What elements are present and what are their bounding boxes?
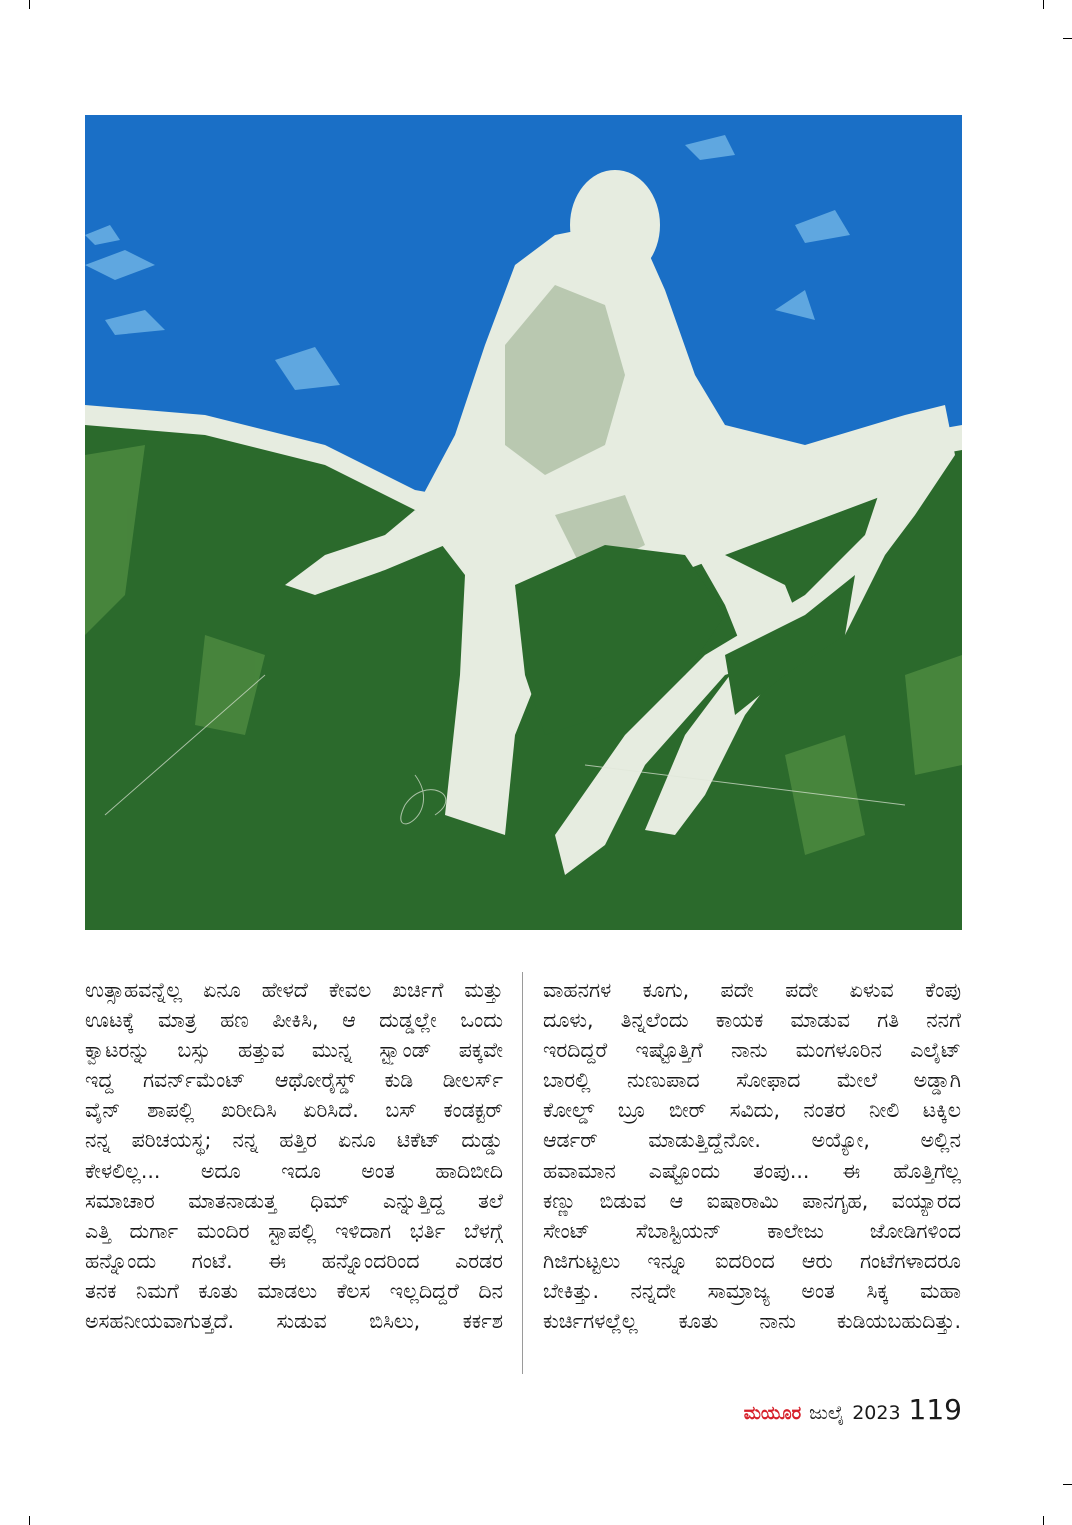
story-illustration (85, 115, 962, 930)
text-line: ಕೇಳಲಿಲ್ಲ... ಅದೂ ಇದೂ ಅಂತ ಹಾದಿಬೀದಿ (85, 1158, 503, 1183)
column-divider (522, 972, 523, 1374)
text-line: ಬೇಕಿತ್ತು. ನನ್ನದೇ ಸಾಮ್ರಾಜ್ಯ ಅಂತ ಸಿಕ್ಕ ಮಹಾ (543, 1278, 961, 1303)
crop-mark-bottom-left (29, 1516, 30, 1525)
crop-mark-top-left (29, 0, 30, 9)
crop-mark-bottom-right (1043, 1516, 1044, 1525)
text-line: ಅಸಹನೀಯವಾಗುತ್ತದೆ. ಸುಡುವ ಬಿಸಿಲು, ಕರ್ಕಶ (85, 1309, 503, 1334)
text-line: ಆರ್ಡರ್ ಮಾಡುತ್ತಿದ್ದೆನೋ. ಅಯ್ಯೋ, ಅಲ್ಲಿನ (543, 1128, 961, 1153)
text-line: ಉತ್ಸಾಹವನ್ನೆಲ್ಲ ಏನೂ ಹೇಳದೆ ಕೇವಲ ಖರ್ಚಿಗೆ ಮತ್ತು (85, 978, 503, 1002)
issue-year: 2023 (852, 1402, 901, 1424)
text-line: ಎತ್ತಿ ದುರ್ಗಾ ಮಂದಿರ ಸ್ಟಾಪಲ್ಲಿ ಇಳಿದಾಗ ಭರ್ತಿ ಬೆಳಗ್ಗೆ (85, 1218, 503, 1243)
page-number: 119 (908, 1393, 962, 1426)
text-line: ಇರದಿದ್ದರೆ ಇಷ್ಟೊತ್ತಿಗೆ ನಾನು ಮಂಗಳೂರಿನ ಎಲೈಟ್ (543, 1038, 961, 1063)
text-line: ಸೇಂಟ್ ಸೆಬಾಸ್ಟಿಯನ್ ಕಾಲೇಜು ಜೋಡಿಗಳಿಂದ (543, 1218, 961, 1243)
crop-mark-right-lower (1063, 1484, 1072, 1485)
issue-month: ಜುಲೈ (809, 1402, 845, 1424)
magazine-name: ಮಯೂರ (743, 1403, 802, 1424)
text-line: ಊಟಕ್ಕೆ ಮಾತ್ರ ಹಣ ಪೀಕಿಸಿ, ಆ ದುಡ್ಡಲ್ಲೇ ಒಂದು (85, 1008, 503, 1033)
text-line: ಇದ್ದ ಗವರ್ನ್‌ಮೆಂಟ್ ಆಥೋರೈಸ್ಡ್ ಕುಡಿ ಡೀಲರ್ಸ್ (85, 1068, 503, 1093)
text-line: ಹವಾಮಾನ ಎಷ್ಟೊಂದು ತಂಪು... ಈ ಹೊತ್ತಿಗೆಲ್ಲ (543, 1158, 961, 1183)
crop-mark-top-right (1043, 0, 1044, 9)
article-column-right (543, 975, 961, 1336)
text-line: ಕೋಲ್ಡ್ ಬ್ರೂ ಬೀರ್ ಸವಿದು, ನಂತರ ನೀಲಿ ಟಕ್ಕಿಲ (543, 1098, 961, 1123)
text-line: ಬಾರಲ್ಲಿ ನುಣುಪಾದ ಸೋಫಾದ ಮೇಲೆ ಅಡ್ಡಾಗಿ (543, 1068, 961, 1093)
text-line: ನನ್ನ ಪರಿಚಯಸ್ಥ; ನನ್ನ ಹತ್ತಿರ ಏನೂ ಟಿಕೆಟ್ ದುಡ್ಡು (85, 1128, 503, 1153)
page-folio (744, 1393, 962, 1433)
text-line: ವೈನ್ ಶಾಪಲ್ಲಿ ಖರೀದಿಸಿ ಏರಿಸಿದೆ. ಬಸ್ ಕಂಡಕ್ಟರ್ (85, 1098, 503, 1123)
text-line: ಕಣ್ಣು ಬಿಡುವ ಆ ಐಷಾರಾಮಿ ಪಾನಗೃಹ, ವಯ್ಯಾರದ (543, 1188, 961, 1213)
text-line: ತನಕ ನಿಮಗೆ ಕೂತು ಮಾಡಲು ಕೆಲಸ ಇಲ್ಲದಿದ್ದರೆ ದಿನ (85, 1278, 503, 1303)
article-column-left (85, 975, 503, 1336)
text-line: ಸಮಾಚಾರ ಮಾತನಾಡುತ್ತ ಧಿಮ್ ಎನ್ನುತ್ತಿದ್ದ ತಲೆ (85, 1188, 503, 1213)
text-line: ಗಿಜಿಗುಟ್ಟಲು ಇನ್ನೂ ಐದರಿಂದ ಆರು ಗಂಟೆಗಳಾದರೂ (543, 1248, 961, 1273)
text-line: ಕುರ್ಚಿಗಳಲ್ಲೆಲ್ಲ ಕೂತು ನಾನು ಕುಡಿಯಬಹುದಿತ್ತು. (543, 1309, 961, 1334)
painting-figure-on-grass (85, 115, 962, 930)
text-line: ವಾಹನಗಳ ಕೂಗು, ಪದೇ ಪದೇ ಏಳುವ ಕೆಂಪು (543, 978, 961, 1002)
text-line: ದೂಳು, ತಿನ್ನಲೆಂದು ಕಾಯಕ ಮಾಡುವ ಗತಿ ನನಗೆ (543, 1008, 961, 1033)
text-line: ಕ್ವಾಟರನ್ನು ಬಸ್ಸು ಹತ್ತುವ ಮುನ್ನ ಸ್ಟ್ಯಾಂಡ್ ಪಕ್ಕವೇ (85, 1038, 503, 1063)
text-line: ಹನ್ನೊಂದು ಗಂಟೆ. ಈ ಹನ್ನೊಂದರಿಂದ ಎರಡರ (85, 1248, 503, 1273)
crop-mark-right-upper (1063, 38, 1072, 39)
